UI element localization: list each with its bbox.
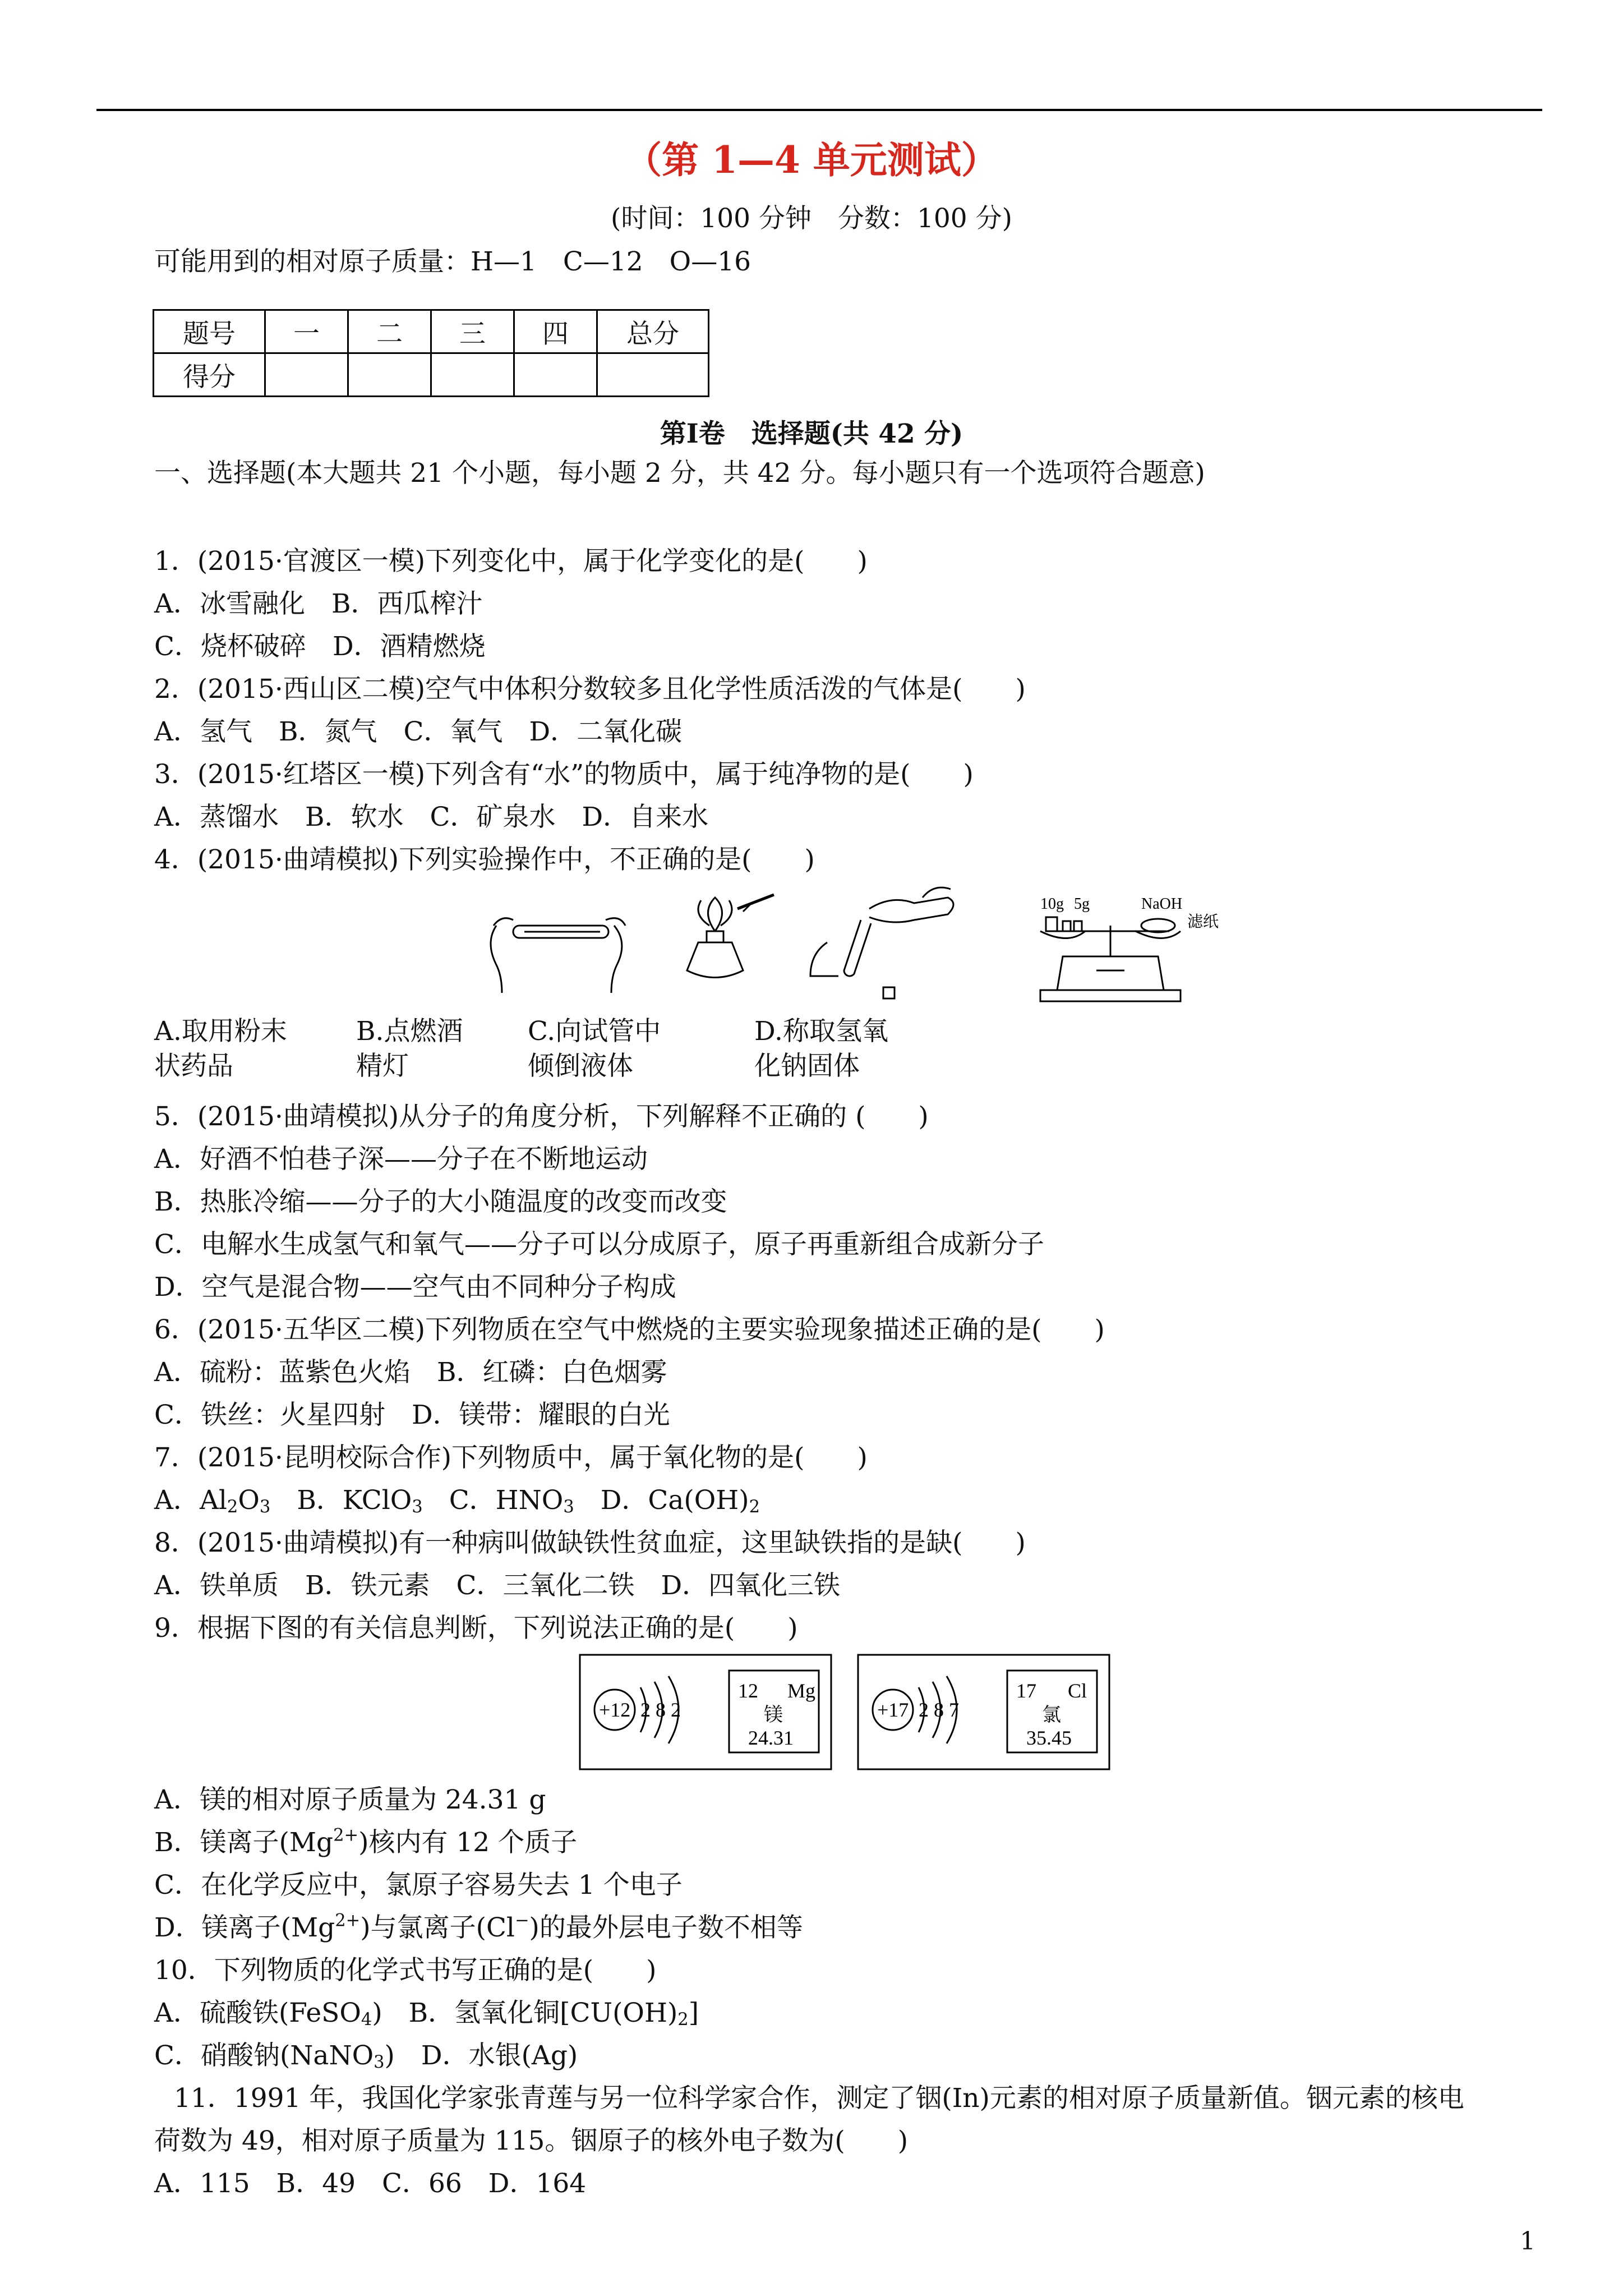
table-cell: 得分 [154, 353, 265, 397]
question-1-options: C．烧杯破碎 D．酒精燃烧 [154, 631, 486, 662]
question-11: 11．1991 年，我国化学家张青莲与另一位科学家合作，测定了铟(In)元素的相对原子质量新值。铟元素的核电 [174, 2083, 1464, 2114]
score-table-header-row [154, 310, 709, 353]
test-tube-powder-icon [491, 918, 625, 993]
mg-name: 镁 [764, 1704, 783, 1726]
cl-mass: 35.45 [1026, 1727, 1072, 1749]
option-d-line1: D.称取氢氧 [754, 1016, 888, 1047]
question-8: 8．(2015·曲靖模拟)有一种病叫做缺铁性贫血症，这里缺铁指的是缺( ) [154, 1527, 1026, 1558]
question-6-options: C．铁丝：火星四射 D．镁带：耀眼的白光 [154, 1400, 670, 1430]
option-b-line2: 精灯 [356, 1051, 409, 1082]
question-4: 4．(2015·曲靖模拟)下列实验操作中，不正确的是( ) [154, 844, 815, 875]
option-a-line1: A.取用粉末 [154, 1016, 287, 1047]
header-rule [96, 109, 1542, 111]
mg-symbol: Mg [787, 1680, 816, 1702]
question-5-option-c: C．电解水生成氢气和氧气——分子可以分成原子，原子再重新组合成新分子 [154, 1229, 1044, 1260]
exam-info: (时间：100 分钟 分数：100 分) [611, 203, 1012, 234]
question-5-option-b: B．热胀冷缩——分子的大小随温度的改变而改变 [154, 1186, 727, 1217]
question-9-option-c: C．在化学反应中，氯原子容易失去 1 个电子 [154, 1870, 683, 1901]
mg-number: 12 [738, 1680, 758, 1702]
filter-paper-label: 滤纸 [1187, 912, 1219, 931]
lab-operations-figure [479, 886, 1253, 1010]
page-title: （第 1—4 单元测试） [625, 138, 998, 182]
alcohol-lamp-icon [687, 895, 774, 978]
question-9: 9．根据下图的有关信息判断，下列说法正确的是( ) [154, 1613, 798, 1644]
weight-5g-label: 5g [1074, 895, 1090, 913]
question-7: 7．(2015·昆明校际合作)下列物质中，属于氧化物的是( ) [154, 1442, 868, 1473]
pouring-liquid-icon [810, 887, 953, 999]
table-cell: 一 [265, 310, 348, 353]
table-cell: 总分 [597, 310, 709, 353]
question-3-options: A．蒸馏水 B．软水 C．矿泉水 D．自来水 [154, 802, 709, 832]
mg-shells-label: 2 8 2 [640, 1699, 681, 1721]
question-10-options: C．硝酸钠(NaNO$_3$) D．水银(Ag) [154, 2040, 578, 2073]
question-11-options: A．115 B．49 C．66 D．164 [154, 2168, 587, 2199]
question-9-option-b: B．镁离子$(Mg^{2+})$核内有 12 个质子 [154, 1825, 578, 1858]
option-c-line1: C.向试管中 [528, 1016, 661, 1047]
question-5: 5．(2015·曲靖模拟)从分子的角度分析，下列解释不正确的 ( ) [154, 1101, 929, 1132]
question-2-options: A．氢气 B．氮气 C．氧气 D．二氧化碳 [154, 716, 683, 747]
score-input-cell[interactable] [265, 353, 348, 397]
cl-name: 氯 [1042, 1704, 1061, 1726]
question-9-option-a: A．镁的相对原子质量为 24.31 g [154, 1784, 546, 1815]
mg-nucleus-label: +12 [599, 1699, 631, 1721]
table-cell: 四 [514, 310, 597, 353]
score-table-row [154, 353, 709, 397]
atomic-mass-note: 可能用到的相对原子质量：H—1 C—12 O—16 [154, 246, 751, 277]
balance-scale-icon [1040, 917, 1181, 1001]
question-8-options: A．铁单质 B．铁元素 C．三氧化二铁 D．四氧化三铁 [154, 1570, 841, 1601]
question-11-cont: 荷数为 49，相对原子质量为 115。铟原子的核外电子数为( ) [154, 2125, 909, 2156]
question-5-option-a: A．好酒不怕巷子深——分子在不断地运动 [154, 1144, 648, 1175]
question-10-options: A．硫酸铁(FeSO$_4$) B．氢氧化铜$[CU(OH)_2]$ [154, 1998, 699, 2030]
question-1: 1．(2015·官渡区一模)下列变化中，属于化学变化的是( ) [154, 546, 868, 577]
cl-symbol: Cl [1068, 1680, 1087, 1702]
option-b-line1: B.点燃酒 [356, 1016, 463, 1047]
score-input-cell[interactable] [597, 353, 709, 397]
section-title: 第Ⅰ卷 选择题(共 42 分) [660, 418, 963, 449]
option-c-line2: 倾倒液体 [528, 1051, 633, 1082]
score-input-cell[interactable] [431, 353, 514, 397]
question-6-options: A．硫粉：蓝紫色火焰 B．红磷：白色烟雾 [154, 1357, 667, 1388]
cl-shells-label: 2 8 7 [919, 1699, 959, 1721]
cl-number: 17 [1016, 1680, 1036, 1702]
score-input-cell[interactable] [514, 353, 597, 397]
question-6: 6．(2015·五华区二模)下列物质在空气中燃烧的主要实验现象描述正确的是( ) [154, 1314, 1105, 1345]
score-input-cell[interactable] [348, 353, 431, 397]
question-9-option-d: D．镁离子$(Mg^{2+})$与氯离子(Cl−)的最外层电子数不相等 [154, 1911, 803, 1943]
option-a-line2: 状药品 [154, 1051, 233, 1082]
question-10: 10．下列物质的化学式书写正确的是( ) [154, 1955, 657, 1986]
option-d-line2: 化钠固体 [754, 1051, 860, 1082]
atom-structure-figure [579, 1654, 1112, 1770]
question-2: 2．(2015·西山区二模)空气中体积分数较多且化学性质活泼的气体是( ) [154, 674, 1026, 705]
mg-mass: 24.31 [748, 1727, 794, 1749]
question-3: 3．(2015·红塔区一模)下列含有“水”的物质中，属于纯净物的是( ) [154, 759, 974, 790]
naoh-label: NaOH [1141, 895, 1183, 913]
table-cell: 三 [431, 310, 514, 353]
weight-10g-label: 10g [1040, 895, 1064, 913]
table-cell: 二 [348, 310, 431, 353]
question-5-option-d: D．空气是混合物——空气由不同种分子构成 [154, 1272, 676, 1303]
table-cell: 题号 [154, 310, 265, 353]
instructions: 一、选择题(本大题共 21 个小题，每小题 2 分，共 42 分。每小题只有一个选项符合题意) [154, 458, 1205, 489]
page-number: 1 [1520, 2227, 1536, 2256]
cl-nucleus-label: +17 [877, 1699, 909, 1721]
score-table [153, 309, 709, 397]
question-1-options: A．冰雪融化 B．西瓜榨汁 [154, 588, 483, 619]
question-7-options: A．$Al_2O_3$ B．KClO$_3$ C．$HNO_3$ D．$Ca(OH)_2$ [154, 1485, 760, 1517]
